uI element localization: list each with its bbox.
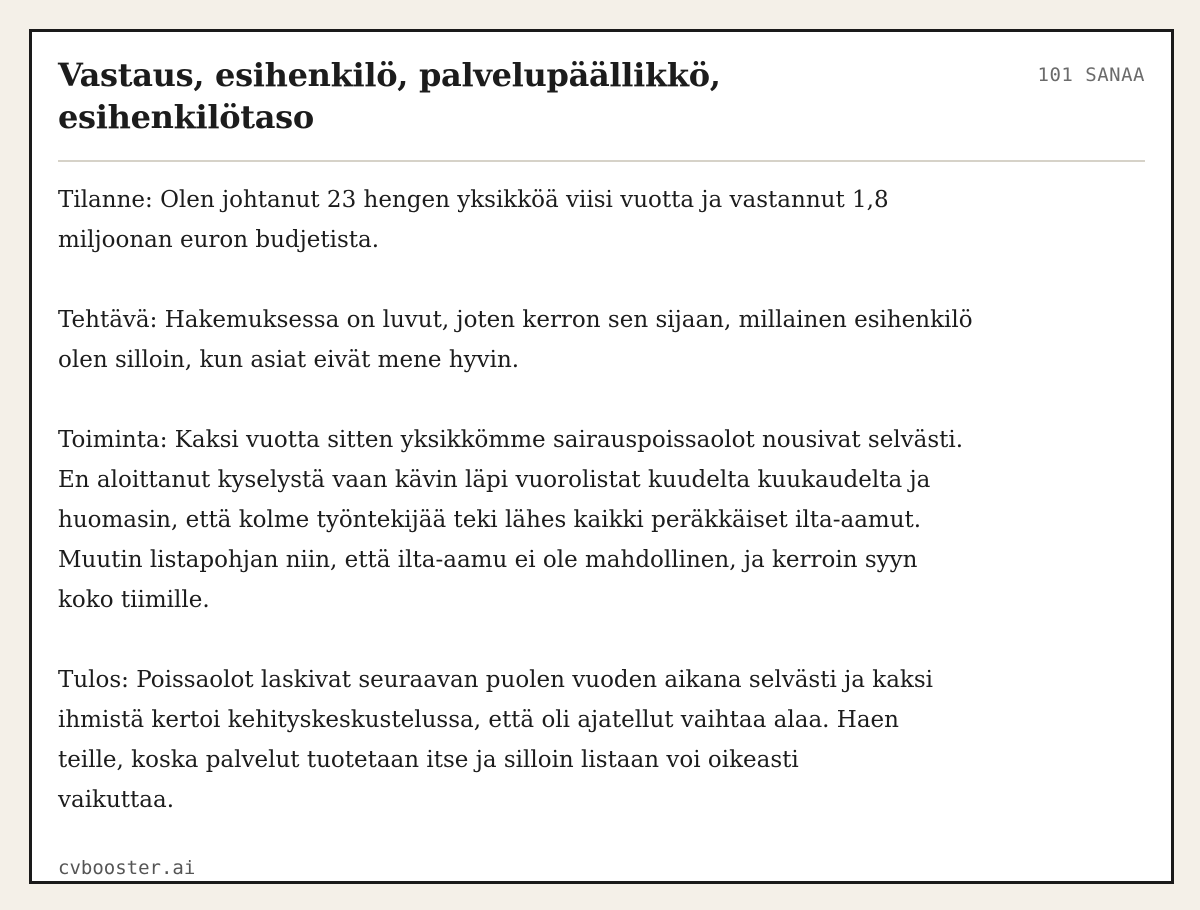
card-header <box>58 54 1145 164</box>
word-count-badge: 101 SANAA <box>1037 64 1145 86</box>
paragraph-task: Tehtävä: Hakemuksessa on luvut, joten kerron sen sijaan, millainen esihenkilö olen silloin, kun asiat eivät mene hyvin. <box>58 307 973 373</box>
brand-footer: cvbooster.ai <box>58 857 196 879</box>
card-title: Vastaus, esihenkilö, palvelupäällikkö, esihenkilötaso <box>58 56 721 136</box>
paragraph-result: Tulos: Poissaolot laskivat seuraavan puolen vuoden aikana selvästi ja kaksi ihmistä kertoi kehityskeskustelussa, että oli ajatellut vaihtaa alaa. Haen teille, koska palvelut tuotetaan itse ja silloin listaan voi oikeasti vaikuttaa. <box>58 667 934 813</box>
paragraph-situation: Tilanne: Olen johtanut 23 hengen yksikköä viisi vuotta ja vastannut 1,8 miljoonan euron budjetista. <box>58 187 889 253</box>
paragraph-action: Toiminta: Kaksi vuotta sitten yksikkömme sairauspoissaolot nousivat selvästi. En aloittanut kyselystä vaan kävin läpi vuorolistat kuudelta kuukaudelta ja huomasin, että kolme työntekijää teki lähes kaikki peräkkäiset ilta-aamut. Muutin listapohjan niin, että ilta-aamu ei ole mahdollinen, ja kerroin syyn koko tiimille. <box>58 427 964 613</box>
answer-body <box>58 180 1018 860</box>
answer-card <box>29 29 1174 884</box>
header-divider <box>58 160 1145 162</box>
